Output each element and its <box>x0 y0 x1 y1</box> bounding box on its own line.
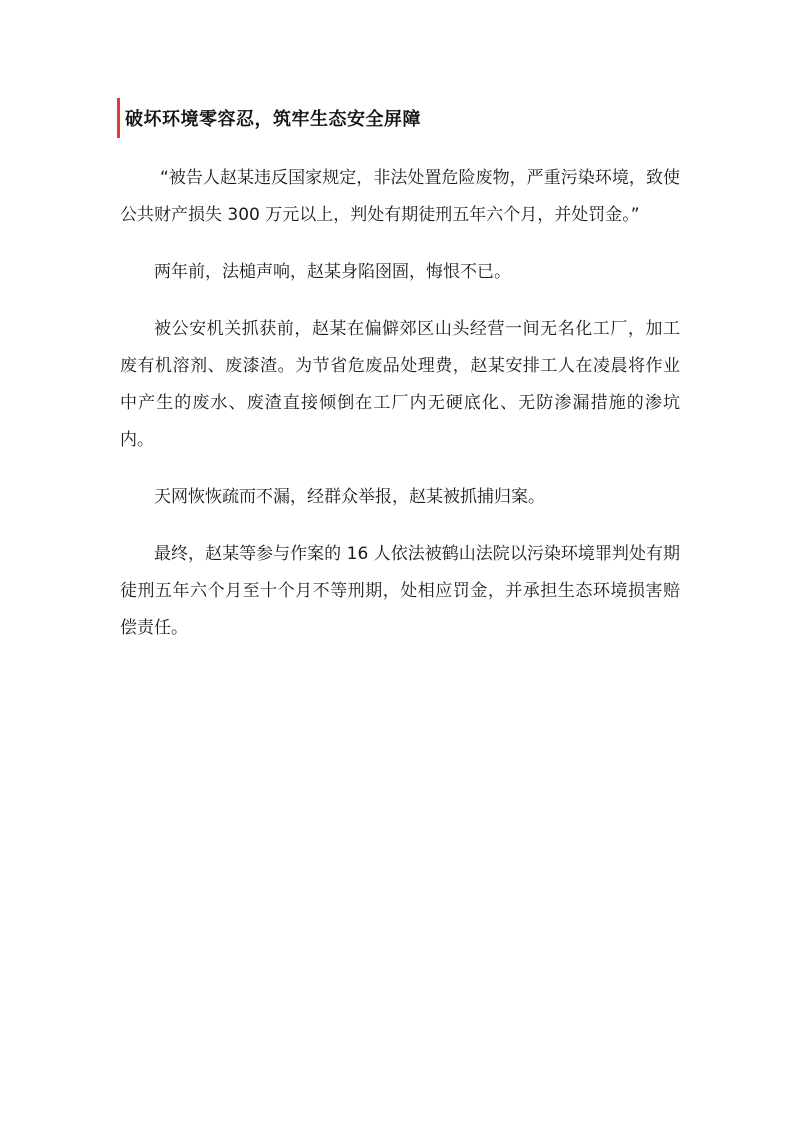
paragraph-verdict-quote: “被告人赵某违反国家规定，非法处置危险废物，严重污染环境，致使公共财产损失 300 万元以上，判处有期徒刑五年六个月，并处罚金。” <box>120 168 680 225</box>
heading-title: 破坏环境零容忍，筑牢生态安全屏障 <box>125 109 421 130</box>
paragraph-gavel: 两年前，法槌声响，赵某身陷囹圄，悔恨不已。 <box>154 262 511 282</box>
section-heading <box>117 98 421 138</box>
article-body <box>120 160 680 667</box>
heading-accent-bar <box>117 98 120 138</box>
paragraph-arrest: 天网恢恢疏而不漏，经群众举报，赵某被抓捕归案。 <box>154 487 545 507</box>
paragraph-sentence: 最终，赵某等参与作案的 16 人依法被鹤山法院以污染环境罪判处有期徒刑五年六个月至十个月不等刑期，处相应罚金，并承担生态环境损害赔偿责任。 <box>120 544 680 638</box>
paragraph-background: 被公安机关抓获前，赵某在偏僻郊区山头经营一间无名化工厂，加工废有机溶剂、废漆渣。为节省危废品处理费，赵某安排工人在凌晨将作业中产生的废水、废渣直接倾倒在工厂内无硬底化、无防渗漏措施的渗坑内。 <box>120 319 680 450</box>
